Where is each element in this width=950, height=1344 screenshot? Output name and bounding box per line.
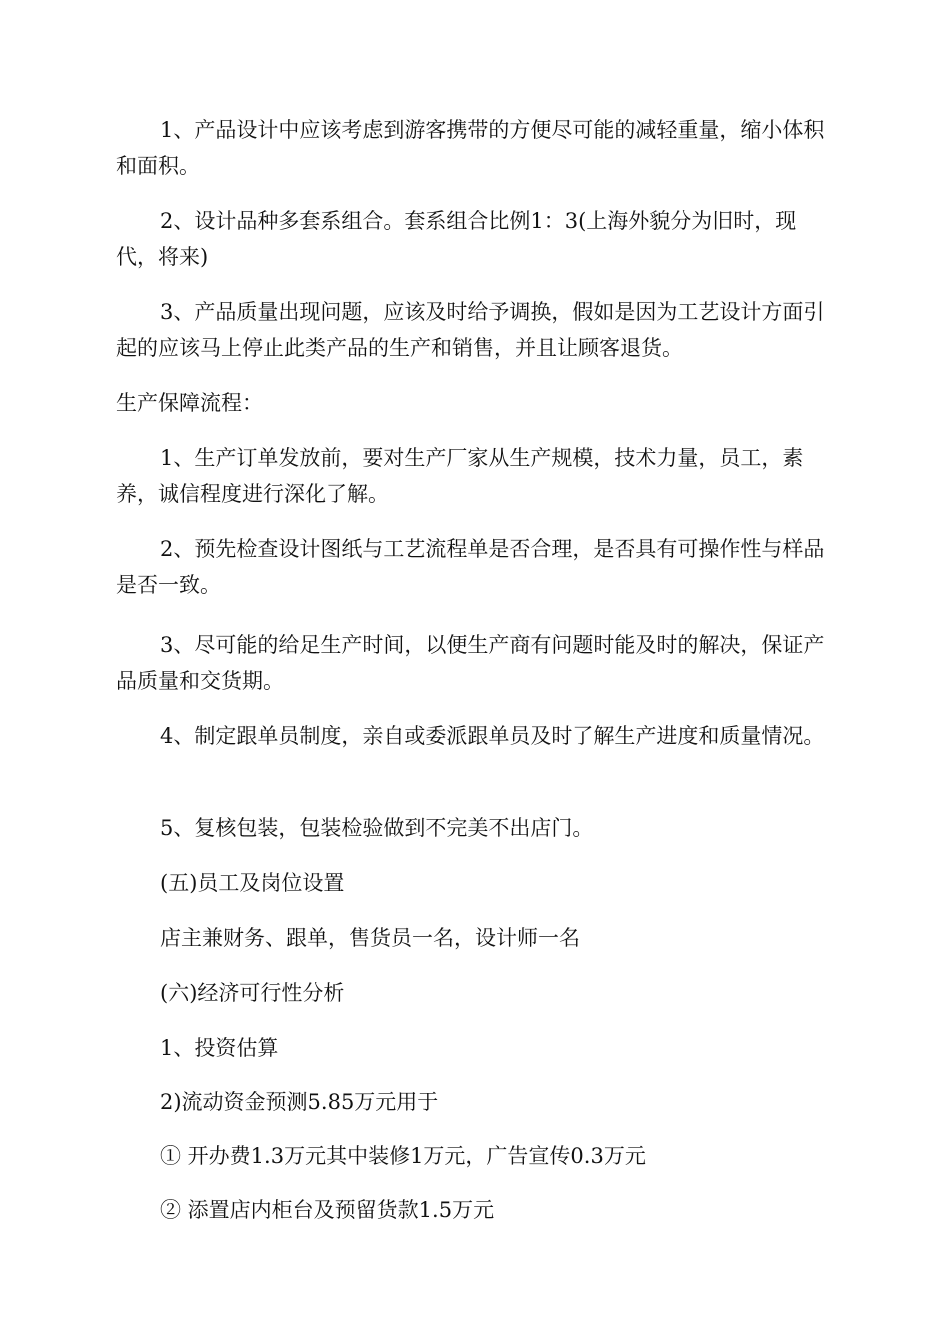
paragraph-design-1: 1、产品设计中应该考虑到游客携带的方便尽可能的减轻重量，缩小体积和面积。	[116, 118, 825, 178]
section-heading-production: 生产保障流程：	[116, 391, 263, 415]
section-heading-staff: (五)员工及岗位设置	[160, 871, 345, 895]
paragraph-production-5: 5、复核包装，包装检验做到不完美不出店门。	[160, 816, 594, 840]
paragraph-production-4: 4、制定跟单员制度，亲自或委派跟单员及时了解生产进度和质量情况。	[160, 724, 825, 748]
paragraph-design-3: 3、产品质量出现问题，应该及时给予调换，假如是因为工艺设计方面引起的应该马上停止此类产品的生产和销售，并且让顾客退货。	[116, 300, 825, 360]
paragraph-working-capital: 2)流动资金预测5.85万元用于	[160, 1090, 439, 1114]
paragraph-counter-cost: ② 添置店内柜台及预留货款1.5万元	[160, 1198, 495, 1222]
paragraph-production-1: 1、生产订单发放前，要对生产厂家从生产规模，技术力量，员工，素养，诚信程度进行深化了解。	[116, 446, 804, 506]
paragraph-design-2: 2、设计品种多套系组合。套系组合比例1：3(上海外貌分为旧时，现代，将来)	[116, 209, 797, 269]
section-heading-economics: (六)经济可行性分析	[160, 981, 345, 1005]
paragraph-production-3: 3、尽可能的给足生产时间，以便生产商有问题时能及时的解决，保证产品质量和交货期。	[116, 633, 825, 693]
paragraph-production-2: 2、预先检查设计图纸与工艺流程单是否合理，是否具有可操作性与样品是否一致。	[116, 537, 825, 597]
paragraph-staff: 店主兼财务、跟单，售货员一名，设计师一名	[160, 926, 580, 950]
paragraph-startup-cost: ① 开办费1.3万元其中装修1万元，广告宣传0.3万元	[160, 1144, 646, 1168]
paragraph-investment: 1、投资估算	[160, 1036, 279, 1060]
